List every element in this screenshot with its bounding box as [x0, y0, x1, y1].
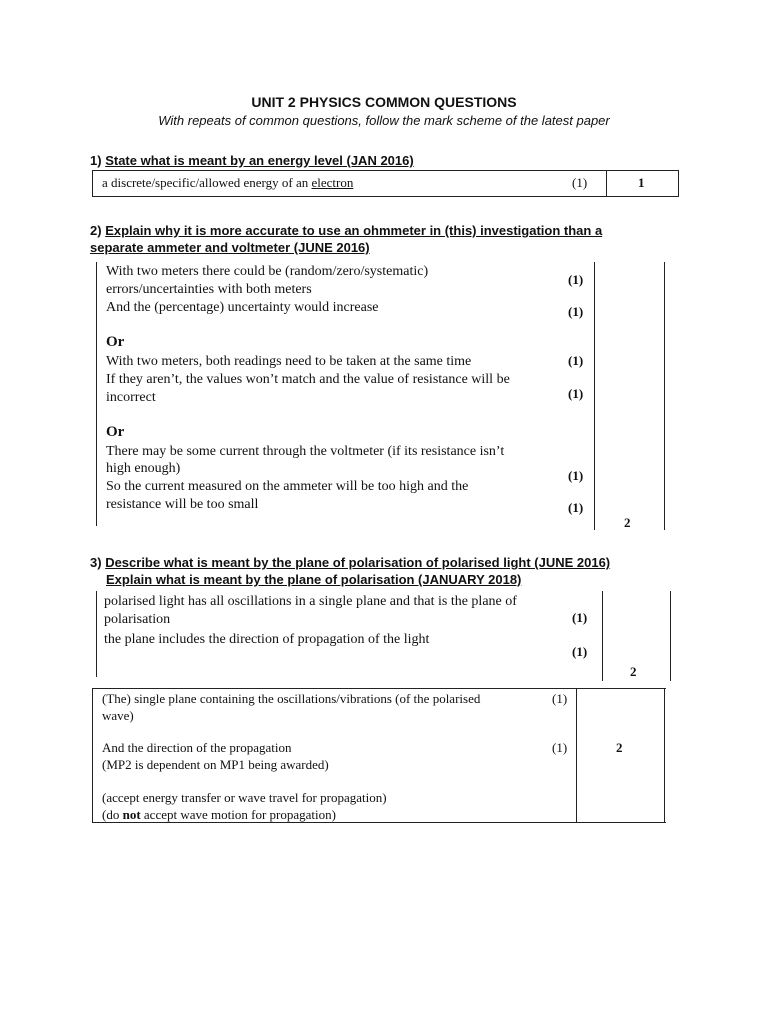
question-1-number: 1) [90, 153, 102, 168]
question-3-text-line1: Describe what is meant by the plane of polarisation of polarised light (JUNE 2016) [105, 555, 611, 570]
q3-s2-line-5: (accept energy transfer or wave travel for propagation) [102, 790, 387, 805]
q3-mark-scheme-table-2 [92, 688, 666, 824]
question-1 [90, 152, 414, 169]
question-2-number: 2) [90, 223, 102, 238]
q2-line-2: errors/uncertainties with both meters [106, 282, 312, 297]
q2-line-6: If they aren’t, the values won’t match and the value of resistance will be [106, 372, 510, 387]
q3-s2-mark-2: (1) [552, 740, 568, 755]
q2-or-2: Or [106, 424, 125, 440]
q3-s1-line-1: polarised light has all oscillations in a single plane and that is the plane of [104, 594, 517, 609]
q3-s2-total: 2 [616, 740, 623, 755]
page-subtitle: With repeats of common questions, follow the mark scheme of the latest paper [158, 113, 610, 128]
question-1-text: State what is meant by an energy level (JAN 2016) [105, 153, 414, 168]
q3-s1-total: 2 [630, 664, 637, 679]
question-3 [90, 554, 610, 588]
q2-total: 2 [624, 515, 631, 530]
q2-mark-4: (1) [568, 386, 584, 401]
q2-or-1: Or [106, 334, 125, 350]
q2-line-9: There may be some current through the voltmeter (if its resistance isn’t [106, 444, 505, 459]
q2-mark-6: (1) [568, 500, 584, 515]
q2-line-11: So the current measured on the ammeter will be too high and the [106, 479, 469, 494]
q2-mark-scheme-table [96, 262, 666, 530]
page-title: UNIT 2 PHYSICS COMMON QUESTIONS [251, 94, 517, 110]
q2-line-10: high enough) [106, 461, 181, 476]
q3-s2-line-6-suffix: accept wave motion for propagation) [140, 807, 336, 822]
q1-answer-text: a discrete/specific/allowed energy of an [102, 175, 312, 190]
q3-s1-line-3: the plane includes the direction of propagation of the light [104, 632, 430, 647]
q3-s2-line-6-prefix: (do [102, 807, 123, 822]
q3-s1-line-2: polarisation [104, 612, 171, 627]
question-2 [90, 222, 602, 256]
q3-s2-line-1: (The) single plane containing the oscillations/vibrations (of the polarised [102, 691, 481, 706]
q2-mark-3: (1) [568, 353, 584, 368]
q2-mark-1: (1) [568, 272, 584, 287]
q2-line-12: resistance will be too small [106, 497, 259, 512]
q2-line-1: With two meters there could be (random/zero/systematic) [106, 264, 429, 279]
q3-s2-line-2: wave) [102, 708, 134, 723]
q3-s2-line-3: And the direction of the propagation [102, 740, 292, 755]
q3-s1-mark-2: (1) [572, 644, 588, 659]
q3-mark-scheme-table-1 [96, 591, 672, 681]
q1-mark: (1) [572, 175, 588, 190]
q3-s2-line-6 [102, 807, 336, 823]
question-3-text-line2: Explain what is meant by the plane of polarisation (JANUARY 2018) [106, 572, 522, 587]
q3-s2-line-6-bold: not [122, 807, 141, 822]
q1-total: 1 [638, 175, 645, 190]
question-2-text-line1: Explain why it is more accurate to use an ohmmeter in (this) investigation than a [105, 223, 603, 238]
q3-s2-line-4: (MP2 is dependent on MP1 being awarded) [102, 757, 329, 772]
q3-s1-mark-1: (1) [572, 610, 588, 625]
question-2-text-line2: separate ammeter and voltmeter (JUNE 2016) [90, 240, 370, 255]
q2-line-7: incorrect [106, 390, 156, 405]
q1-answer-underlined: electron [311, 175, 354, 190]
q1-answer [102, 175, 353, 191]
q2-mark-2: (1) [568, 304, 584, 319]
q1-mark-scheme-table [92, 170, 678, 197]
q2-mark-5: (1) [568, 468, 584, 483]
q2-line-5: With two meters, both readings need to be taken at the same time [106, 354, 472, 369]
q2-line-3: And the (percentage) uncertainty would increase [106, 300, 379, 315]
question-3-number: 3) [90, 555, 102, 570]
q3-s2-mark-1: (1) [552, 691, 568, 706]
